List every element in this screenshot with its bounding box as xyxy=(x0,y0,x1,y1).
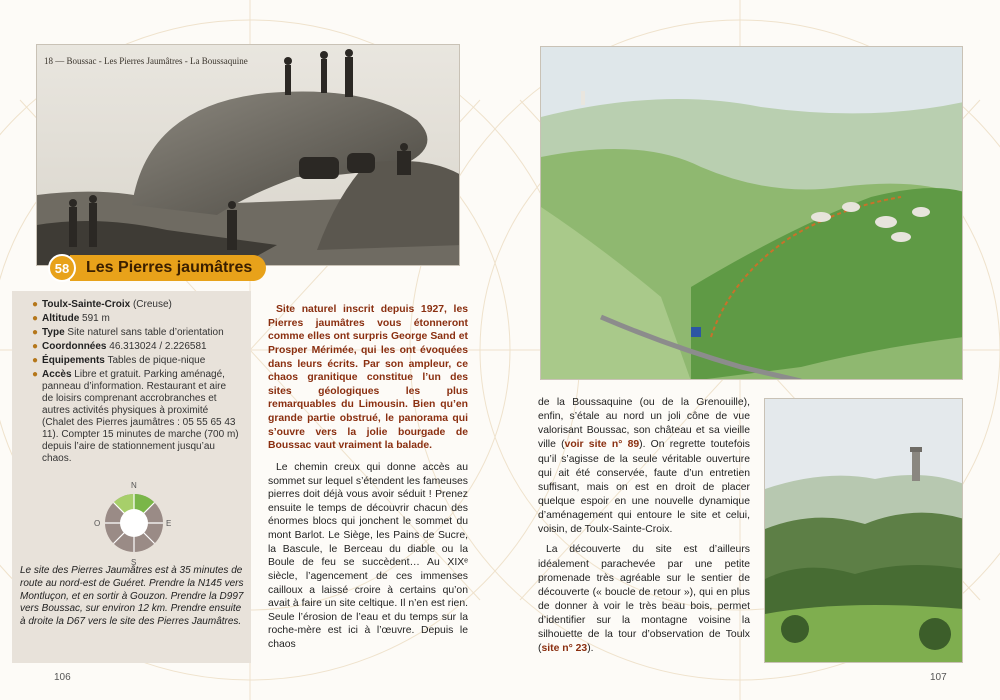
body-paragraph: Le chemin creux qui donne accès au sommet sur lequel s’étendent les fameuses pierres doit déjà vous avoir séduit ! Prenez ensuite le temps de découvrir chacun des énormes blocs qui jonchent le sommet du mont Barlot. Le Siège, les Pains de Sucre, la Bascule, le Berceau du diable ou la Boule de feu se succèdent… Au XIXᵉ siècle, l’agencement de ces immenses cailloux a laissé croire à certains qu’on avait à faire un site celtique. Il n’en est rien. Seule l’érosion de l’eau et du temps sur la roche-mère est ici à l’œuvre. Depuis le chaos xyxy=(268,461,468,650)
old-postcard-photo xyxy=(36,44,460,266)
info-access xyxy=(32,369,239,465)
site-title: Les Pierres jaumâtres xyxy=(70,255,266,281)
illustrated-site-map xyxy=(540,46,963,380)
compass-west-label: O xyxy=(94,519,101,528)
bullet-icon: ● xyxy=(32,369,39,380)
orientation-compass xyxy=(94,481,174,571)
info-equip-label: Équipements xyxy=(42,355,105,366)
info-access-value: Libre et gratuit. Parking aménagé, panneau d’information. Restaurant et aire de loisirs comprenant accrobranches et autres activités physiques à proximité (Chalet des Pierres jaumâtres : 05 55 65 43 11). Compter 15 minutes de marche (700 m) depuis l’aire de stationnement jusqu’au chaos. xyxy=(42,369,239,464)
info-equip-value: Tables de pique-nique xyxy=(104,355,206,366)
bullet-icon: ● xyxy=(32,313,39,324)
site-title-bar xyxy=(48,254,266,282)
road-directions: Le site des Pierres Jaumâtres est à 35 minutes de route au nord-est de Guéret. Prendre la N145 vers Montluçon, et en sortir à Gouzon. Prendre la D997 vers Boussac, sur environ 12 km. Prendre ensuite à droite la D67 vers le site des Pierres Jaumâtres. xyxy=(20,565,244,628)
info-altitude-value: 591 m xyxy=(79,313,110,324)
page-number-left: 106 xyxy=(54,672,71,683)
info-type xyxy=(32,327,239,339)
info-commune xyxy=(32,299,239,311)
info-equipment xyxy=(32,355,239,367)
right-text-column xyxy=(538,396,750,663)
compass-rose-icon xyxy=(104,493,164,553)
compass-south-label: S xyxy=(131,558,137,567)
bullet-icon: ● xyxy=(32,355,39,366)
info-type-label: Type xyxy=(42,327,65,338)
info-coords-label: Coordonnées xyxy=(42,341,107,352)
right-p2-text-b: ). xyxy=(587,643,594,655)
right-p2-text-a: La découverte du site est d’ailleurs idéalement parachevée par une petite promenade très agréable sur le sentier de découverte (« boucle de retour »), qui en plus de donner à voir le très beau bois, permet d’identifier sur la montagne voisine la silhouette de la tour d’observation de Toulx ( xyxy=(538,544,750,655)
right-p1-text-a: de la Boussaquine (ou de la Grenouille), enfin, s’étale au nord un joli cône de vue valorisant Boussac, son château et sa vieille ville ( xyxy=(538,397,750,451)
tower-landscape-photo xyxy=(764,398,963,663)
lead-paragraph: Site naturel inscrit depuis 1927, les Pierres jaumâtres vous étonneront comme elles ont surpris George Sand et Prosper Mérimée, qui les ont évoquées dans leurs écrits. Par son ampleur, ce chaos granitique constitue l’un des sites géologiques les plus remarquables du Limousin. Bien qu’en grande partie obstrué, le panorama qui s’ouvre vers la jolie bourgade de Boussac vaut vraiment la balade. xyxy=(268,304,468,452)
main-text-column xyxy=(268,303,468,660)
panoramic-map-illustration xyxy=(541,47,963,380)
info-altitude xyxy=(32,313,239,325)
info-coordinates xyxy=(32,341,239,353)
page-number-right: 107 xyxy=(930,672,947,683)
tower-landscape-illustration xyxy=(765,399,963,663)
bullet-icon: ● xyxy=(32,299,39,310)
info-box xyxy=(12,291,251,663)
site-number-badge: 58 xyxy=(48,254,76,282)
info-type-value: Site naturel sans table d’orientation xyxy=(64,327,224,338)
postcard-illustration xyxy=(37,45,460,266)
compass-north-label: N xyxy=(131,481,137,490)
right-paragraph-1 xyxy=(538,396,750,537)
info-access-label: Accès xyxy=(42,369,72,380)
bullet-icon: ● xyxy=(32,341,39,352)
postcard-caption: 18 — Boussac - Les Pierres Jaumâtres - La Boussaquine xyxy=(44,56,248,66)
site-reference-link[interactable]: site n° 23 xyxy=(541,643,588,655)
right-p1-text-b: ). On regrette toutefois qu’il s’agisse de la seule véritable ouverture qui ait été conservée, faute d’un entretien suffisant, mais on est en droit de placer quelque espoir en une nouvelle dynamique d’aménagement qui entoure le site et celui, voisin, de Toulx-Sainte-Croix. xyxy=(538,439,750,536)
info-commune-value: (Creuse) xyxy=(130,299,172,310)
site-reference-link[interactable]: voir site n° 89 xyxy=(564,439,640,451)
bullet-icon: ● xyxy=(32,327,39,338)
right-paragraph-2 xyxy=(538,543,750,656)
info-coords-value: 46.313024 / 2.226581 xyxy=(106,341,207,352)
info-commune-label: Toulx-Sainte-Croix xyxy=(42,299,131,310)
info-altitude-label: Altitude xyxy=(42,313,80,324)
compass-east-label: E xyxy=(166,519,172,528)
